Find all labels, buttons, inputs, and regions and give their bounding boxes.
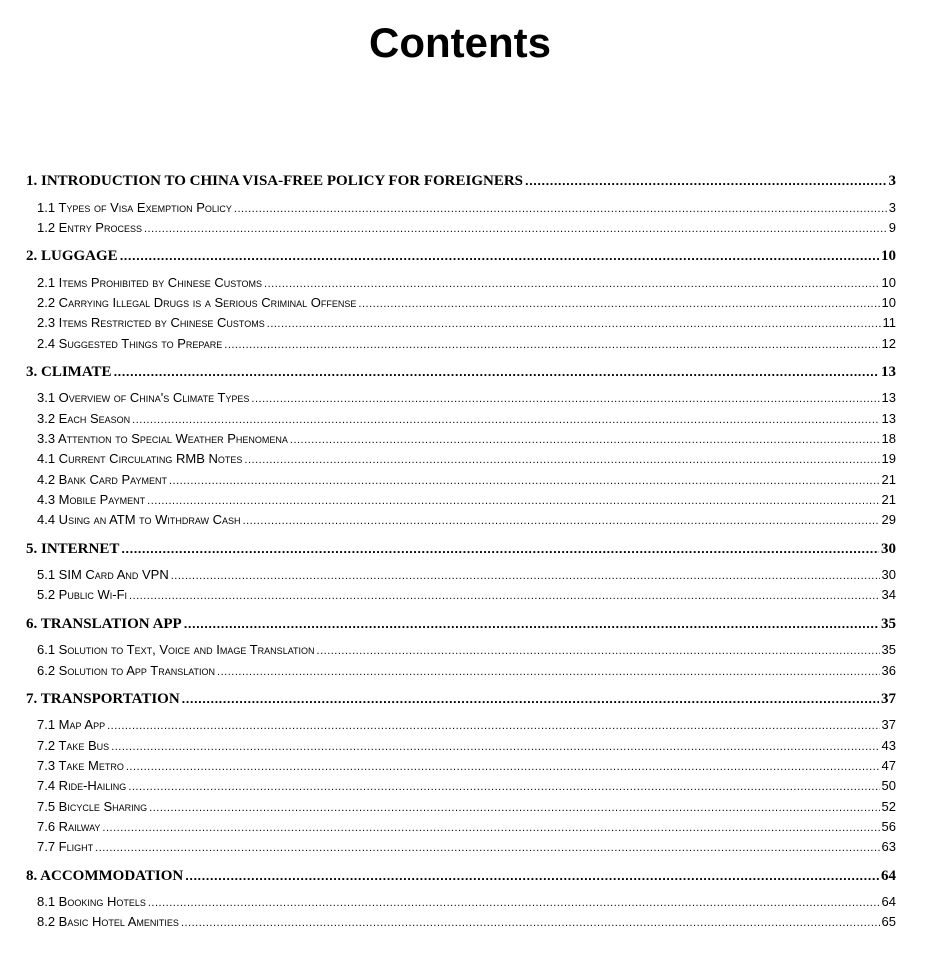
toc-entry-label: 7.4 Ride-Hailing — [37, 778, 127, 793]
dot-leader — [169, 472, 880, 490]
toc-section-entry[interactable] — [37, 757, 896, 776]
toc-page-number: 3 — [888, 200, 896, 215]
toc-page-number: 37 — [881, 717, 896, 732]
toc-page-number: 9 — [888, 220, 896, 235]
toc-page-number: 10 — [881, 275, 896, 290]
toc-chapter-entry[interactable] — [26, 689, 896, 709]
toc-entry-label: 1.1 Types of Visa Exemption Policy — [37, 200, 232, 215]
toc-entry-label: 5. INTERNET — [26, 541, 120, 557]
dot-leader — [317, 642, 880, 660]
toc-page-number: 63 — [881, 839, 896, 854]
toc-page-number: 50 — [881, 778, 896, 793]
toc-page-number: 12 — [881, 336, 896, 351]
dot-leader — [181, 914, 880, 932]
toc-entry-label: 7.7 Flight — [37, 839, 94, 854]
toc-entry-label: 5.1 SIM Card And VPN — [37, 567, 169, 582]
dot-leader — [525, 171, 886, 191]
toc-page-number: 64 — [881, 868, 896, 884]
toc-section-entry[interactable] — [37, 219, 896, 238]
toc-page-number: 65 — [881, 914, 896, 929]
page-title: Contents — [369, 19, 551, 66]
toc-page-number: 35 — [881, 616, 896, 632]
toc-entry-label: 4.1 Current Circulating RMB Notes — [37, 451, 243, 466]
dot-leader — [120, 246, 879, 266]
dot-leader — [144, 220, 887, 238]
dot-leader — [290, 431, 880, 449]
toc-entry-label: 8.1 Booking Hotels — [37, 894, 146, 909]
toc-page-number: 21 — [881, 472, 896, 487]
dot-leader — [182, 689, 879, 709]
toc-page-number: 11 — [882, 315, 896, 330]
toc-section-entry[interactable] — [37, 777, 896, 796]
toc-entry-label: 7.5 Bicycle Sharing — [37, 799, 148, 814]
dot-leader — [126, 758, 880, 776]
toc-page-number: 13 — [881, 411, 896, 426]
dot-leader — [358, 295, 879, 313]
dot-leader — [234, 200, 887, 218]
toc-entry-label: 7. TRANSPORTATION — [26, 691, 180, 707]
dot-leader — [132, 411, 879, 429]
toc-section-entry[interactable] — [37, 586, 896, 605]
toc-section-entry[interactable] — [37, 430, 896, 449]
toc-entry-label: 2.3 Items Restricted by Chinese Customs — [37, 315, 265, 330]
dot-leader — [267, 315, 881, 333]
toc-entry-label: 4.2 Bank Card Payment — [37, 472, 167, 487]
dot-leader — [129, 587, 880, 605]
dot-leader — [244, 451, 879, 469]
toc-entry-label: 6.2 Solution to App Translation — [37, 663, 216, 678]
toc-chapter-entry[interactable] — [26, 539, 896, 559]
toc-chapter-entry[interactable] — [26, 246, 896, 266]
toc-section-entry[interactable] — [37, 798, 896, 817]
dot-leader — [243, 512, 880, 530]
dot-leader — [114, 362, 879, 382]
toc-section-entry[interactable] — [37, 199, 896, 218]
toc-entry-label: 4.3 Mobile Payment — [37, 492, 146, 507]
toc-section-entry[interactable] — [37, 838, 896, 857]
toc-page-number: 34 — [881, 587, 896, 602]
toc-section-entry[interactable] — [37, 389, 896, 408]
dot-leader — [224, 336, 879, 354]
toc-page-number: 13 — [881, 364, 896, 380]
toc-section-entry[interactable] — [37, 893, 896, 912]
toc-section-entry[interactable] — [37, 641, 896, 660]
toc-section-entry[interactable] — [37, 335, 896, 354]
toc-section-entry[interactable] — [37, 491, 896, 510]
toc-section-entry[interactable] — [37, 471, 896, 490]
dot-leader — [95, 839, 879, 857]
toc-entry-label: 2.1 Items Prohibited by Chinese Customs — [37, 275, 263, 290]
dot-leader — [171, 567, 880, 585]
toc-page-number: 10 — [881, 248, 896, 264]
toc-entry-label: 8.2 Basic Hotel Amenities — [37, 914, 179, 929]
toc-chapter-entry[interactable] — [26, 171, 896, 191]
toc-page-number: 47 — [881, 758, 896, 773]
toc-section-entry[interactable] — [37, 716, 896, 735]
dot-leader — [264, 275, 879, 293]
toc-page-number: 21 — [881, 492, 896, 507]
dot-leader — [148, 894, 880, 912]
toc-section-entry[interactable] — [37, 511, 896, 530]
toc-entry-label: 2. LUGGAGE — [26, 248, 118, 264]
toc-page-number: 10 — [881, 295, 896, 310]
dot-leader — [184, 614, 879, 634]
toc-entry-label: 3.1 Overview of China's Climate Types — [37, 390, 250, 405]
toc-section-entry[interactable] — [37, 314, 896, 333]
toc-chapter-entry[interactable] — [26, 362, 896, 382]
dot-leader — [128, 778, 879, 796]
toc-entry-label: 8. ACCOMMODATION — [26, 868, 184, 884]
toc-entry-label: 6.1 Solution to Text, Voice and Image Translation — [37, 642, 315, 657]
toc-entry-label: 3. CLIMATE — [26, 364, 112, 380]
toc-page-number: 18 — [881, 431, 896, 446]
toc-page-number: 19 — [881, 451, 896, 466]
toc-entry-label: 7.1 Map App — [37, 717, 106, 732]
toc-page-number: 29 — [881, 512, 896, 527]
toc-page-number: 30 — [881, 541, 896, 557]
toc-entry-label: 1. INTRODUCTION TO CHINA VISA-FREE POLICY FOR FOREIGNERS — [26, 173, 524, 189]
toc-section-entry[interactable] — [37, 737, 896, 756]
toc-entry-label: 2.2 Carrying Illegal Drugs is a Serious Criminal Offense — [37, 295, 357, 310]
toc-page-number: 3 — [888, 173, 896, 189]
toc-entry-label: 6. TRANSLATION APP — [26, 616, 182, 632]
toc-section-entry[interactable] — [37, 913, 896, 932]
dot-leader — [217, 663, 879, 681]
dot-leader — [147, 492, 879, 510]
toc-entry-label: 5.2 Public Wi-Fi — [37, 587, 128, 602]
toc-page-number: 64 — [881, 894, 896, 909]
toc-page-number: 30 — [881, 567, 896, 582]
toc-page-number: 37 — [881, 691, 896, 707]
dot-leader — [185, 866, 879, 886]
toc-entry-label: 7.6 Railway — [37, 819, 101, 834]
dot-leader — [251, 390, 879, 408]
toc-section-entry[interactable] — [37, 410, 896, 429]
dot-leader — [102, 819, 879, 837]
toc-entry-label: 1.2 Entry Process — [37, 220, 142, 235]
toc-page-number: 56 — [881, 819, 896, 834]
toc-entry-label: 7.2 Take Bus — [37, 738, 110, 753]
toc-entry-label: 3.3 Attention to Special Weather Phenomena — [37, 431, 288, 446]
toc-page-number: 13 — [881, 390, 896, 405]
toc-page-number: 52 — [881, 799, 896, 814]
toc-section-entry[interactable] — [37, 274, 896, 293]
toc-page-number: 43 — [881, 738, 896, 753]
toc-section-entry[interactable] — [37, 566, 896, 585]
toc-section-entry[interactable] — [37, 818, 896, 837]
toc-section-entry[interactable] — [37, 662, 896, 681]
toc-section-entry[interactable] — [37, 294, 896, 313]
dot-leader — [149, 799, 879, 817]
toc-page-number: 35 — [881, 642, 896, 657]
toc-chapter-entry[interactable] — [26, 866, 896, 886]
toc-page-number: 36 — [881, 663, 896, 678]
dot-leader — [121, 539, 879, 559]
dot-leader — [111, 738, 879, 756]
toc-entry-label: 4.4 Using an ATM to Withdraw Cash — [37, 512, 241, 527]
toc-section-entry[interactable] — [37, 450, 896, 469]
toc-entry-label: 2.4 Suggested Things to Prepare — [37, 336, 223, 351]
dot-leader — [107, 717, 879, 735]
toc-entry-label: 3.2 Each Season — [37, 411, 131, 426]
toc-entry-label: 7.3 Take Metro — [37, 758, 124, 773]
toc-chapter-entry[interactable] — [26, 614, 896, 634]
